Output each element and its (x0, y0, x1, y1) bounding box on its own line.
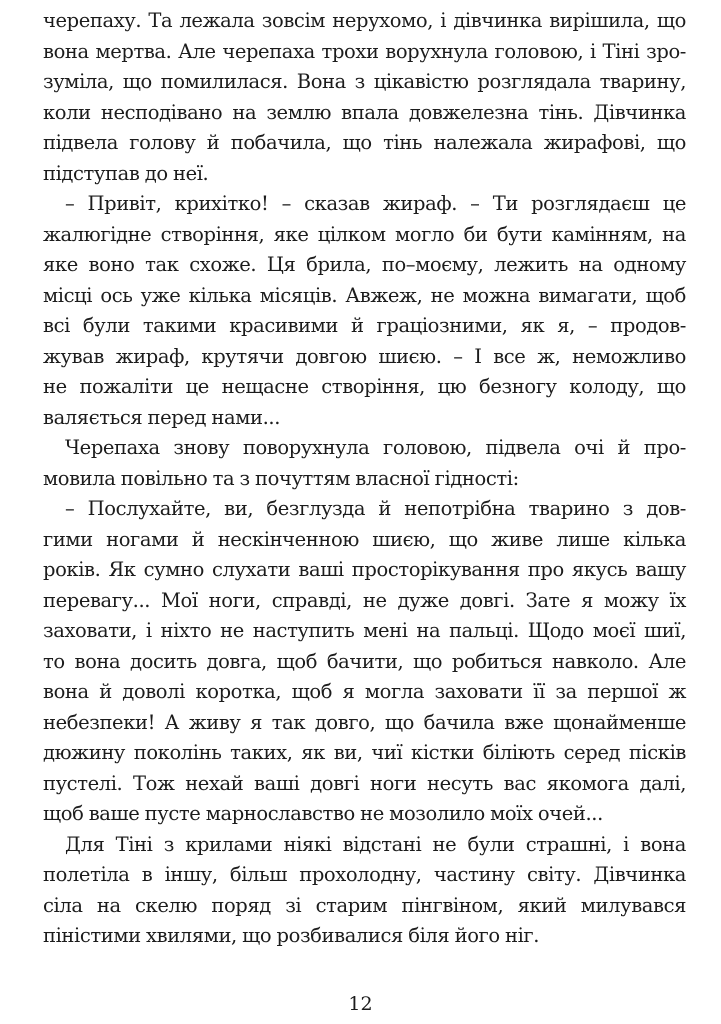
page-number: 12 (348, 993, 373, 1015)
text-line: всі були такими красивими й граціозними, як я, – продов- (43, 314, 686, 337)
text-line: заховати, і ніхто не наступить мені на пальці. Щодо моєї шиї, (43, 619, 686, 642)
text-line: яке воно так схоже. Ця брила, по–моєму, лежить на одному (43, 253, 686, 276)
text-line: вона й доволі коротка, щоб я могла заховати її за першої ж (43, 680, 686, 703)
text-line: сіла на скелю поряд зі старим пінгвіном, який милувався (43, 893, 686, 917)
text-line: місці ось уже кілька місяців. Авжеж, не можна вимагати, щоб (43, 283, 686, 307)
text-line: небезпеки! А живу я так довго, що бачила вже щонайменше (43, 710, 686, 734)
text-line: гими ногами й нескінченною шиєю, що живе лише кілька (43, 527, 686, 551)
text-line: то вона досить довга, щоб бачити, що робиться навколо. Але (43, 649, 686, 673)
text-line: Черепаха знову поворухнула головою, підвела очі й про- (65, 436, 686, 459)
text-line: – Послухайте, ви, безглузда й непотрібна тварино з дов- (65, 497, 686, 520)
text-line: валяється перед нами... (43, 405, 280, 429)
text-line: жалюгідне створіння, яке цілком могло би бути камінням, на (43, 222, 686, 246)
text-line: вона мертва. Але черепаха трохи ворухнула головою, і Тіні зро- (43, 39, 686, 63)
text-line: жував жираф, крутячи довгою шиєю. – І все ж, неможливо (43, 344, 686, 368)
text-line: полетіла в іншу, більш прохолодну, частину світу. Дівчинка (43, 863, 686, 886)
text-line: підступав до неї. (43, 161, 209, 185)
text-line: зуміла, що помилилася. Вона з цікавістю розглядала тварину, (43, 70, 686, 93)
text-line: черепаху. Та лежала зовсім нерухомо, і дівчинка вирішила, що (43, 9, 686, 32)
text-line: років. Як сумно слухати ваші просторікування про якусь вашу (43, 558, 686, 581)
text-line: Для Тіні з крилами ніякі відстані не були страшні, і вона (65, 832, 686, 856)
text-line: – Привіт, крихітко! – сказав жираф. – Ти розглядаєш це (65, 192, 686, 215)
text-line: піністими хвилями, що розбивалися біля його ніг. (43, 924, 540, 947)
text-line: підвела голову й побачила, що тінь належала жирафові, що (43, 131, 686, 154)
text-line: щоб ваше пусте марнославство не мозолило моїх очей... (43, 802, 603, 825)
text-line: коли несподівано на землю впала довжелезна тінь. Дівчинка (43, 100, 686, 124)
text-line: дюжину поколінь таких, як ви, чиї кістки біліють серед пісків (43, 741, 686, 764)
text-line: перевагу... Мої ноги, справді, не дуже довгі. Зате я можу їх (43, 588, 686, 612)
text-line: не пожаліти це нещасне створіння, цю безногу колоду, що (43, 375, 686, 398)
text-line: пустелі. Тож нехай ваші довгі ноги несуть вас якомога далі, (43, 771, 686, 795)
body-text (43, 6, 686, 952)
text-line: мовила повільно та з почуттям власної гідності: (43, 466, 519, 490)
